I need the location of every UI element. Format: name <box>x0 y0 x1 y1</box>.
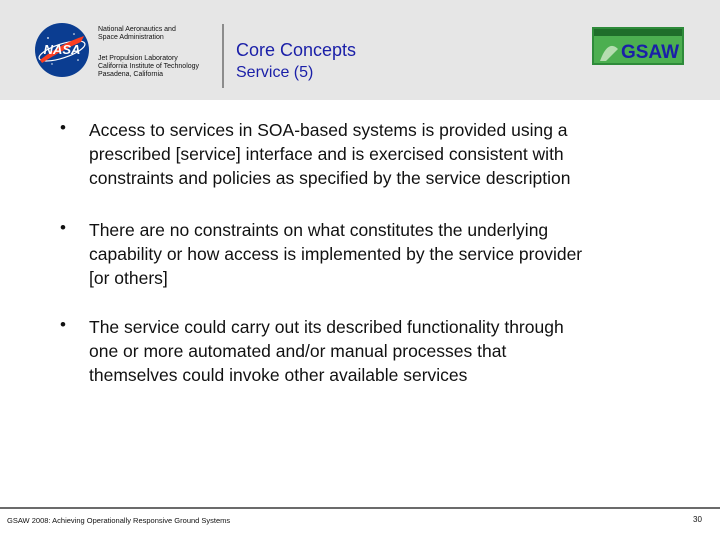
slide-subtitle: Service (5) <box>236 64 314 81</box>
lab-name-line-2: California Institute of Technology <box>98 63 200 70</box>
bullet-line: themselves could invoke other available services <box>89 365 468 385</box>
page-number: 30 <box>693 515 702 524</box>
bullet-line: The service could carry out its described functionality through <box>89 317 564 337</box>
bullet-line: capability or how access is implemented by the service provider <box>89 244 583 264</box>
nasa-logo <box>34 22 90 78</box>
gsaw-logo <box>592 27 684 65</box>
slide-title: Core Concepts <box>236 40 357 60</box>
bullet-line: one or more automated and/or manual processes that <box>89 341 507 361</box>
gsaw-logo-text: GSAW <box>620 42 680 63</box>
bullet-line: There are no constraints on what constitutes the underlying <box>89 220 549 240</box>
bullet-symbol: • <box>60 315 66 334</box>
bullet-line: prescribed [service] interface and is exercised consistent with <box>89 144 564 164</box>
lab-location: Pasadena, California <box>98 71 163 78</box>
org-name-line-1: National Aeronautics and <box>98 26 176 33</box>
bullet-symbol: • <box>60 218 66 237</box>
lab-name-line-1: Jet Propulsion Laboratory <box>98 55 178 62</box>
bullet-line: [or others] <box>89 268 168 288</box>
bullet-item <box>89 118 679 190</box>
org-name-line-2: Space Administration <box>98 34 164 41</box>
bullet-item <box>89 315 679 387</box>
bullet-line: constraints and policies as specified by the service description <box>89 168 571 188</box>
footer-divider <box>0 507 720 509</box>
bullet-item <box>89 218 679 290</box>
slide-header <box>0 0 720 100</box>
footer-text: GSAW 2008: Achieving Operationally Responsive Ground Systems <box>7 516 231 525</box>
bullet-symbol: • <box>60 118 66 137</box>
header-divider <box>222 24 224 88</box>
nasa-logo-text: NASA <box>43 42 81 57</box>
bullet-line: Access to services in SOA-based systems is provided using a <box>89 120 568 140</box>
